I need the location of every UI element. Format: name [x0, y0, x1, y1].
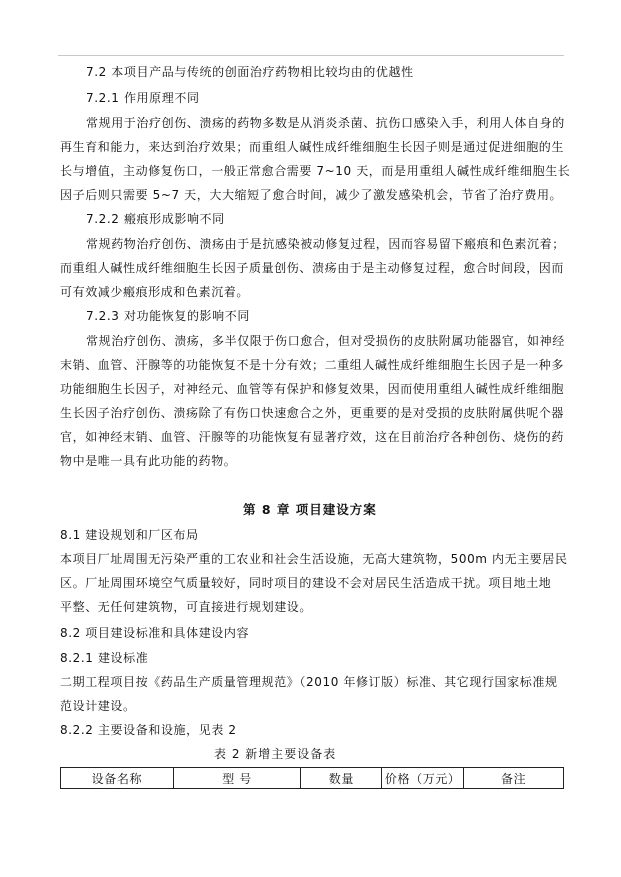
paragraph-line: 区。厂址周围环境空气质量较好，同时项目的建设不会对居民生活造成干扰。项目地土地 — [60, 576, 552, 590]
section-8-1-heading: 8.1 建设规划和厂区布局 — [60, 528, 199, 542]
section-7-2-3-heading: 7.2.3 对功能恢复的影响不同 — [86, 309, 250, 323]
paragraph-line: 常规药物治疗创伤、溃疡由于是抗感染被动修复过程，因而容易留下瘢痕和色素沉着； — [86, 237, 565, 251]
paragraph-line: 可有效减少瘢痕形成和色素沉着。 — [60, 285, 250, 299]
paragraph-line: 再生育和能力，来达到治疗效果；而重组人碱性成纤维细胞生长因子则是通过促进细胞的生 — [60, 140, 565, 154]
paragraph-line: 长与增值，主动修复伤口，一般正常愈合需要 7~10 天，而是用重组人碱性成纤维细胞生长 — [60, 164, 571, 178]
table-header-row — [61, 768, 564, 789]
column-header-device-name: 设备名称 — [61, 768, 174, 789]
paragraph-line: 功能细胞生长因子，对神经元、血管等有保护和修复效果，因而使用重组人碱性成纤维细胞 — [60, 382, 565, 396]
paragraph-line: 常规用于治疗创伤、溃疡的药物多数是从消炎杀菌、抗伤口感染入手，利用人体自身的 — [86, 116, 565, 130]
section-8-2-heading: 8.2 项目建设标准和具体建设内容 — [60, 626, 250, 640]
paragraph-line: 而重组人碱性成纤维细胞生长因子质量创伤、溃疡由于是主动修复过程，愈合时间段，因而 — [60, 261, 565, 275]
equipment-table — [60, 767, 564, 789]
paragraph-line: 范设计建设。 — [60, 699, 136, 713]
section-7-2-heading: 7.2 本项目产品与传统的创面治疗药物相比较均由的优越性 — [86, 65, 414, 79]
paragraph-line: 官，如神经末销、血管、汗腺等的功能恢复有显著疗效，这在目前治疗各种创伤、烧伤的药 — [60, 430, 565, 444]
section-7-2-2-heading: 7.2.2 瘢痕形成影响不同 — [86, 212, 225, 226]
paragraph-line: 生长因子治疗创伤、溃疡除了有伤口快速愈合之外，更重要的是对受损的皮肤附属供呢个器 — [60, 406, 565, 420]
table-caption: 表 2 新增主要设备表 — [214, 747, 337, 761]
header-rule — [58, 55, 564, 56]
section-8-2-2-heading: 8.2.2 主要设备和设施，见表 2 — [60, 723, 237, 737]
column-header-price: 价格（万元） — [382, 768, 464, 789]
paragraph-line: 物中是唯一具有此功能的药物。 — [60, 454, 237, 468]
paragraph-line: 本项目厂址周围无污染严重的工农业和社会生活设施，无高大建筑物，500m 内无主要居民 — [60, 552, 568, 566]
column-header-remarks: 备注 — [464, 768, 564, 789]
paragraph-line: 二期工程项目按《药品生产质量管理规范》（2010 年修订版）标准、其它现行国家标准规 — [60, 675, 558, 689]
column-header-model: 型 号 — [173, 768, 301, 789]
column-header-quantity: 数量 — [301, 768, 382, 789]
paragraph-line: 常规治疗创伤、溃疡，多半仅限于伤口愈合，但对受损伤的皮肤附属功能器官，如神经 — [86, 334, 565, 348]
chapter-title: 第 8 章 项目建设方案 — [243, 502, 377, 517]
section-8-2-1-heading: 8.2.1 建设标准 — [60, 651, 149, 665]
section-7-2-1-heading: 7.2.1 作用原理不同 — [86, 91, 200, 105]
paragraph-line: 末销、血管、汗腺等的功能恢复不是十分有效；二重组人碱性成纤维细胞生长因子是一种多 — [60, 358, 565, 372]
paragraph-line: 因子后则只需要 5~7 天，大大缩短了愈合时间，减少了激发感染机会，节省了治疗费用。 — [60, 188, 563, 202]
paragraph-line: 平整、无任何建筑物，可直接进行规划建设。 — [60, 600, 313, 614]
